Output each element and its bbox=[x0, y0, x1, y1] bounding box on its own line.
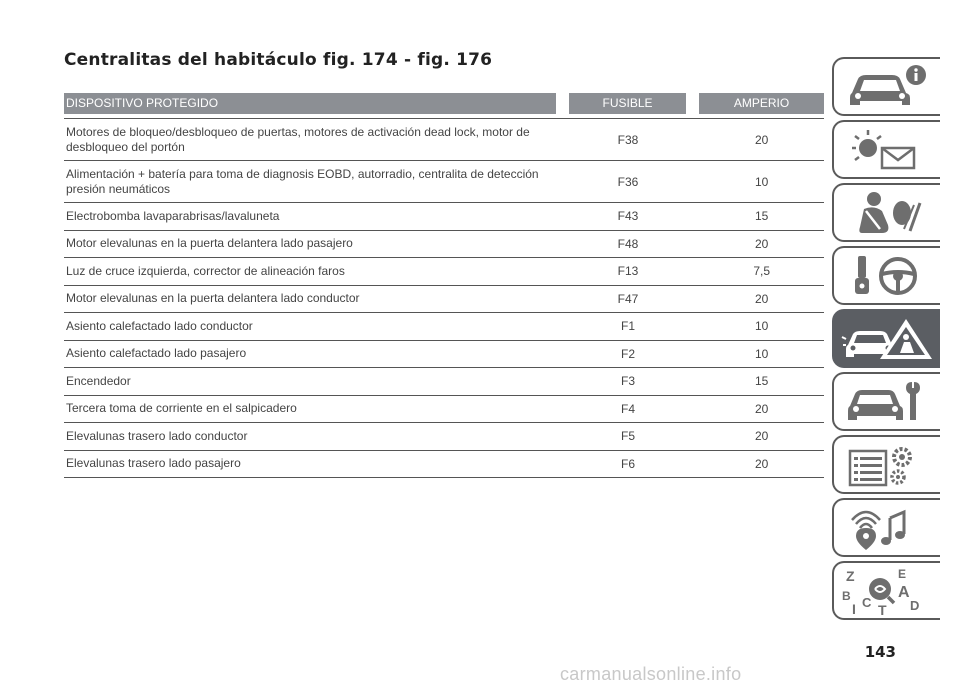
tab-safety[interactable] bbox=[832, 183, 940, 242]
table-row bbox=[64, 203, 824, 231]
cell-fuse: F3 bbox=[620, 374, 635, 389]
cell-device: Elevalunas trasero lado pasajero bbox=[66, 456, 241, 471]
table-row bbox=[64, 231, 824, 259]
cell-ampere: 20 bbox=[754, 236, 769, 251]
page-title: Centralitas del habitáculo fig. 174 - fig. 176 bbox=[64, 50, 493, 70]
cell-ampere: 10 bbox=[754, 174, 769, 189]
tab-car-info[interactable] bbox=[832, 57, 940, 116]
airbag-seat-icon bbox=[840, 189, 936, 237]
cell-device: Motor elevalunas en la puerta delantera lado pasajero bbox=[66, 236, 353, 251]
tab-emergency[interactable] bbox=[832, 309, 940, 368]
cell-fuse: F1 bbox=[620, 319, 635, 334]
table-row bbox=[64, 286, 824, 314]
cell-ampere: 20 bbox=[754, 456, 769, 471]
index-letter: I bbox=[852, 601, 856, 615]
tab-maintenance[interactable] bbox=[832, 372, 940, 431]
tab-technical-data[interactable] bbox=[832, 435, 940, 494]
cell-fuse: F6 bbox=[620, 456, 635, 471]
cell-ampere: 10 bbox=[754, 346, 769, 361]
table-row bbox=[64, 258, 824, 286]
index-letter: E bbox=[898, 567, 907, 581]
tab-starting[interactable] bbox=[832, 246, 940, 305]
table-row bbox=[64, 341, 824, 369]
cell-device: Asiento calefactado lado conductor bbox=[66, 318, 253, 333]
cell-device: Electrobomba lavaparabrisas/lavaluneta bbox=[66, 208, 280, 223]
car-maintenance-icon bbox=[840, 378, 936, 426]
chapter-tabs bbox=[832, 57, 942, 624]
key-steering-wheel-icon bbox=[840, 252, 936, 300]
tab-multimedia[interactable] bbox=[832, 498, 940, 557]
index-letter: D bbox=[910, 598, 920, 613]
cell-device: Alimentación + batería para toma de diagnosis EOBD, autorradio, centralita de detección presión neumáticos bbox=[66, 166, 539, 196]
cell-fuse: F2 bbox=[620, 346, 635, 361]
cell-device: Motor elevalunas en la puerta delantera lado conductor bbox=[66, 291, 360, 306]
warning-lights-icon bbox=[840, 126, 936, 174]
cell-fuse: F4 bbox=[620, 401, 635, 416]
cell-device: Motores de bloqueo/desbloqueo de puertas, motores de activación dead lock, motor de desbloqueo del portón bbox=[66, 124, 530, 154]
table-row bbox=[64, 161, 824, 203]
table-row bbox=[64, 423, 824, 451]
cell-fuse: F38 bbox=[617, 132, 639, 147]
alphabetical-index-icon bbox=[840, 567, 936, 615]
header-fuse: FUSIBLE bbox=[569, 93, 686, 114]
cell-device: Asiento calefactado lado pasajero bbox=[66, 346, 247, 361]
cell-device: Encendedor bbox=[66, 373, 131, 388]
index-letter: C bbox=[862, 595, 872, 610]
index-letter: B bbox=[842, 589, 851, 603]
cell-ampere: 10 bbox=[754, 319, 769, 334]
cell-fuse: F36 bbox=[617, 174, 639, 189]
tab-index[interactable] bbox=[832, 561, 940, 620]
cell-fuse: F5 bbox=[620, 429, 635, 444]
table-row bbox=[64, 119, 824, 161]
header-device: DISPOSITIVO PROTEGIDO bbox=[64, 93, 556, 114]
cell-fuse: F47 bbox=[617, 291, 639, 306]
emergency-icon bbox=[840, 315, 936, 363]
watermark: carmanualsonline.info bbox=[560, 664, 742, 684]
header-ampere: AMPERIO bbox=[699, 93, 824, 114]
car-info-icon bbox=[840, 63, 936, 111]
page-number: 143 bbox=[864, 643, 896, 661]
tab-warning-lights[interactable] bbox=[832, 120, 940, 179]
table-row bbox=[64, 451, 824, 479]
cell-ampere: 20 bbox=[754, 132, 769, 147]
index-letter: Z bbox=[846, 568, 855, 584]
cell-ampere: 15 bbox=[754, 209, 769, 224]
cell-ampere: 7,5 bbox=[753, 264, 771, 279]
table-header bbox=[64, 93, 824, 114]
index-letter: T bbox=[878, 602, 887, 615]
fuse-table bbox=[64, 93, 824, 478]
cell-ampere: 20 bbox=[754, 429, 769, 444]
table-row bbox=[64, 313, 824, 341]
cell-fuse: F48 bbox=[617, 236, 639, 251]
cell-device: Elevalunas trasero lado conductor bbox=[66, 428, 248, 443]
technical-data-icon bbox=[840, 441, 936, 489]
cell-fuse: F13 bbox=[617, 264, 639, 279]
cell-fuse: F43 bbox=[617, 209, 639, 224]
cell-device: Luz de cruce izquierda, corrector de alineación faros bbox=[66, 263, 345, 278]
cell-ampere: 20 bbox=[754, 291, 769, 306]
cell-device: Tercera toma de corriente en el salpicadero bbox=[66, 401, 297, 416]
table-row bbox=[64, 396, 824, 424]
cell-ampere: 20 bbox=[754, 401, 769, 416]
cell-ampere: 15 bbox=[754, 374, 769, 389]
multimedia-icon bbox=[840, 504, 936, 552]
table-row bbox=[64, 368, 824, 396]
index-letter: A bbox=[898, 584, 910, 601]
